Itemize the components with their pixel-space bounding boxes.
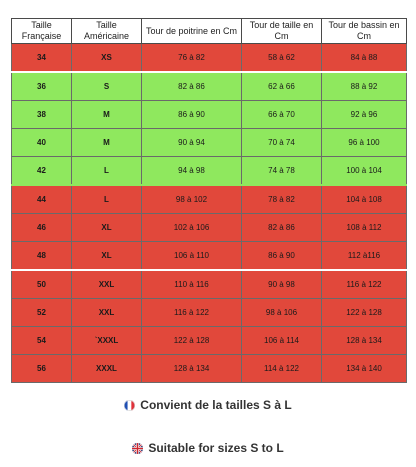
header-row	[12, 19, 407, 44]
cell-french-size: 46	[12, 214, 72, 242]
table-row	[12, 270, 407, 299]
cell-chest: 106 à 110	[142, 242, 242, 271]
cell-french-size: 52	[12, 299, 72, 327]
cell-chest: 86 à 90	[142, 101, 242, 129]
cell-chest: 102 à 106	[142, 214, 242, 242]
cell-hip: 108 à 112	[322, 214, 407, 242]
cell-chest: 94 à 98	[142, 157, 242, 186]
cell-waist: 62 à 66	[242, 72, 322, 101]
cell-american-size: XXXL	[72, 355, 142, 383]
cell-chest: 76 à 82	[142, 44, 242, 73]
cell-french-size: 34	[12, 44, 72, 73]
cell-chest: 122 à 128	[142, 327, 242, 355]
header-french-size: Taille Française	[12, 19, 72, 44]
cell-american-size: S	[72, 72, 142, 101]
cell-hip: 96 à 100	[322, 129, 407, 157]
table-row	[12, 355, 407, 383]
cell-hip: 112 à116	[322, 242, 407, 271]
cell-american-size: L	[72, 157, 142, 186]
cell-waist: 82 à 86	[242, 214, 322, 242]
cell-waist: 74 à 78	[242, 157, 322, 186]
caption-french	[0, 398, 416, 412]
table-row	[12, 129, 407, 157]
table-row	[12, 242, 407, 271]
cell-american-size: M	[72, 129, 142, 157]
cell-waist: 106 à 114	[242, 327, 322, 355]
cell-waist: 66 à 70	[242, 101, 322, 129]
cell-french-size: 50	[12, 270, 72, 299]
table-row	[12, 214, 407, 242]
cell-american-size: M	[72, 101, 142, 129]
table-row	[12, 327, 407, 355]
cell-hip: 104 à 108	[322, 185, 407, 214]
cell-waist: 86 à 90	[242, 242, 322, 271]
table-row	[12, 101, 407, 129]
cell-waist: 90 à 98	[242, 270, 322, 299]
cell-hip: 92 à 96	[322, 101, 407, 129]
cell-hip: 134 à 140	[322, 355, 407, 383]
cell-chest: 116 à 122	[142, 299, 242, 327]
table-row	[12, 157, 407, 186]
cell-french-size: 56	[12, 355, 72, 383]
cell-french-size: 36	[12, 72, 72, 101]
cell-hip: 84 à 88	[322, 44, 407, 73]
cell-waist: 70 à 74	[242, 129, 322, 157]
cell-american-size: `XXXL	[72, 327, 142, 355]
table-row	[12, 72, 407, 101]
table-row	[12, 44, 407, 73]
cell-chest: 110 à 116	[142, 270, 242, 299]
caption-english	[0, 441, 416, 455]
header-waist: Tour de taille en Cm	[242, 19, 322, 44]
size-chart-body	[12, 44, 407, 383]
header-american-size: Taille Américaine	[72, 19, 142, 44]
cell-chest: 82 à 86	[142, 72, 242, 101]
cell-hip: 122 à 128	[322, 299, 407, 327]
cell-french-size: 40	[12, 129, 72, 157]
cell-french-size: 44	[12, 185, 72, 214]
cell-american-size: XS	[72, 44, 142, 73]
cell-french-size: 38	[12, 101, 72, 129]
header-chest: Tour de poitrine en Cm	[142, 19, 242, 44]
table-row	[12, 299, 407, 327]
cell-waist: 78 à 82	[242, 185, 322, 214]
cell-french-size: 54	[12, 327, 72, 355]
cell-waist: 58 à 62	[242, 44, 322, 73]
cell-american-size: XL	[72, 242, 142, 271]
cell-american-size: XL	[72, 214, 142, 242]
size-chart-table	[11, 18, 407, 383]
cell-hip: 100 à 104	[322, 157, 407, 186]
size-chart-header	[12, 19, 407, 44]
cell-chest: 98 à 102	[142, 185, 242, 214]
cell-waist: 98 à 106	[242, 299, 322, 327]
cell-hip: 128 à 134	[322, 327, 407, 355]
france-flag-icon	[124, 400, 135, 411]
cell-american-size: XXL	[72, 299, 142, 327]
table-row	[12, 185, 407, 214]
cell-american-size: L	[72, 185, 142, 214]
cell-french-size: 48	[12, 242, 72, 271]
cell-american-size: XXL	[72, 270, 142, 299]
caption-french-text: Convient de la tailles S à L	[140, 398, 292, 412]
cell-waist: 114 à 122	[242, 355, 322, 383]
uk-flag-icon	[132, 443, 143, 454]
cell-hip: 116 à 122	[322, 270, 407, 299]
cell-french-size: 42	[12, 157, 72, 186]
cell-hip: 88 à 92	[322, 72, 407, 101]
caption-english-text: Suitable for sizes S to L	[148, 441, 284, 455]
header-hip: Tour de bassin en Cm	[322, 19, 407, 44]
cell-chest: 128 à 134	[142, 355, 242, 383]
cell-chest: 90 à 94	[142, 129, 242, 157]
